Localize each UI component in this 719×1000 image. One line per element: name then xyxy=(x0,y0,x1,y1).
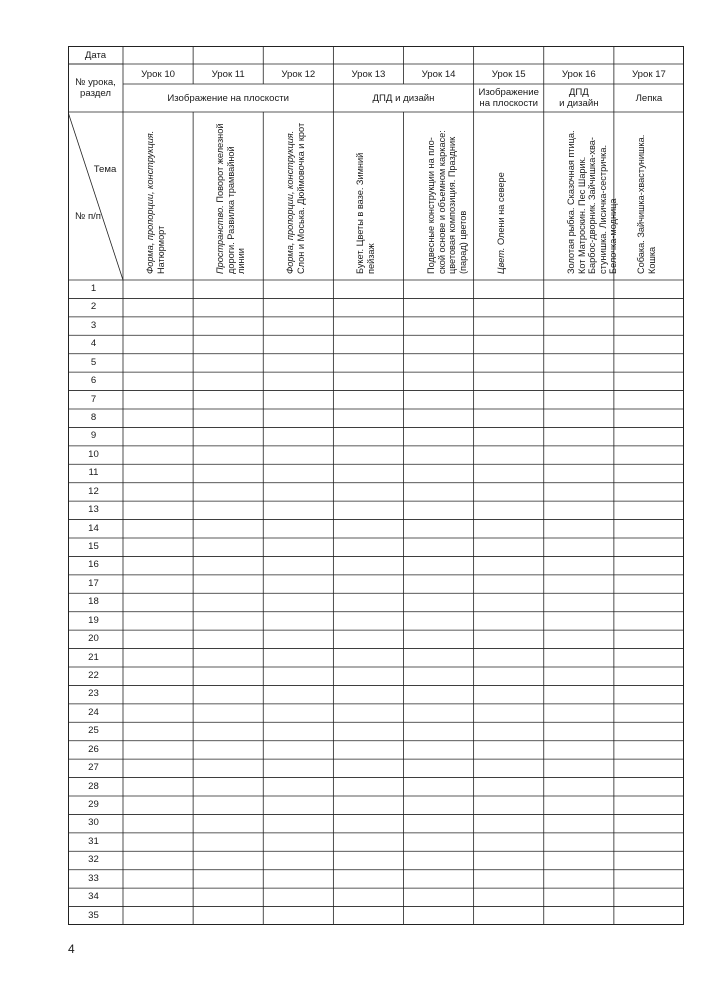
row-number: 2 xyxy=(90,301,97,313)
row-number: 7 xyxy=(90,393,97,405)
row-number: 33 xyxy=(88,872,99,884)
number-label: № п/п xyxy=(74,210,101,222)
row-number: 9 xyxy=(90,430,97,442)
row-number: 5 xyxy=(90,356,97,368)
topic-text: Форма, пропорции, конструкция. Слон и Моська. Дюймовочка и крот xyxy=(285,122,306,274)
attendance-table xyxy=(68,46,684,925)
lesson-label: Урок 10 xyxy=(141,68,175,80)
lesson-section-label: № урока, раздел xyxy=(75,77,116,99)
date-label: Дата xyxy=(84,49,107,61)
section-label: Лепка xyxy=(635,92,663,104)
row-number: 12 xyxy=(88,485,99,497)
lesson-label: Урок 12 xyxy=(281,68,316,80)
section-label: Изображение на плоскости xyxy=(167,92,289,104)
topic-text: Букет. Цветы в вазе. Зимний пейзаж xyxy=(355,152,376,274)
row-number: 14 xyxy=(88,522,99,534)
topic-italic: Форма, пропорции, конструкция. xyxy=(285,130,296,274)
row-number: 34 xyxy=(88,891,99,903)
row-number: 28 xyxy=(88,780,99,792)
row-number: 25 xyxy=(88,725,99,737)
row-number: 15 xyxy=(88,541,99,552)
topic-text: Золотая рыбка. Сказочная птица. Кот Матроскин. Пес Шарик. Барбос-дворник. Зайчишка-хва-стунишка. Лисичка-сестричка. Белочка-модница xyxy=(565,130,619,274)
row-number: 11 xyxy=(88,467,99,479)
page-number: 4 xyxy=(68,942,75,956)
row-number: 27 xyxy=(88,762,99,774)
row-number: 19 xyxy=(88,614,99,626)
lesson-label: Урок 14 xyxy=(421,68,456,80)
row-number: 20 xyxy=(88,633,99,645)
section-label: Изображение на плоскости xyxy=(478,87,539,109)
row-number: 30 xyxy=(88,817,99,829)
row-number: 18 xyxy=(88,596,99,608)
topic-text: Собака. Зайчишка-хвастунишка. Кошка xyxy=(635,134,657,274)
section-label: ДПД и дизайн xyxy=(372,92,435,104)
lesson-label: Урок 17 xyxy=(632,68,666,80)
row-number: 24 xyxy=(88,706,99,718)
lesson-label: Урок 16 xyxy=(561,68,596,80)
row-number: 22 xyxy=(88,670,99,681)
lesson-label: Урок 11 xyxy=(211,68,245,80)
lesson-label: Урок 15 xyxy=(491,68,526,80)
row-number: 21 xyxy=(88,651,99,663)
topic-text: Цвет. Олени на севере xyxy=(495,172,506,274)
topic-diagonal xyxy=(68,112,123,280)
topic-italic: Пространство. xyxy=(215,205,226,274)
row-number: 17 xyxy=(88,577,99,589)
row-number: 29 xyxy=(88,799,99,810)
row-number: 35 xyxy=(88,909,99,921)
topic-italic: Цвет. xyxy=(495,247,506,274)
row-number: 1 xyxy=(90,283,97,294)
row-number: 26 xyxy=(88,743,99,755)
row-number: 8 xyxy=(90,412,97,423)
row-number: 16 xyxy=(88,559,99,571)
topic-text: Пространство. Поворот железной дороги. Развилка трамвайной линии xyxy=(215,123,247,274)
topic-text: Форма, пропорции, конструкция. Натюрморт xyxy=(145,130,166,274)
row-number: 23 xyxy=(88,688,99,700)
section-label: ДПД и дизайн xyxy=(559,87,599,109)
row-number: 31 xyxy=(88,835,99,847)
row-number: 6 xyxy=(90,375,97,387)
row-number: 10 xyxy=(88,448,99,460)
row-number: 32 xyxy=(88,854,99,866)
row-number: 3 xyxy=(90,319,97,331)
topic-label: Тема xyxy=(93,163,117,175)
topic-text: Подвесные конструкции на пло-ской основе и объемном каркасе: цветовая композиция. Праздник (парад) цветов xyxy=(425,130,468,274)
lesson-label: Урок 13 xyxy=(351,68,386,80)
topic-italic: Форма, пропорции, конструкция. xyxy=(145,130,155,274)
row-number: 4 xyxy=(90,338,97,350)
row-number: 13 xyxy=(88,504,99,516)
